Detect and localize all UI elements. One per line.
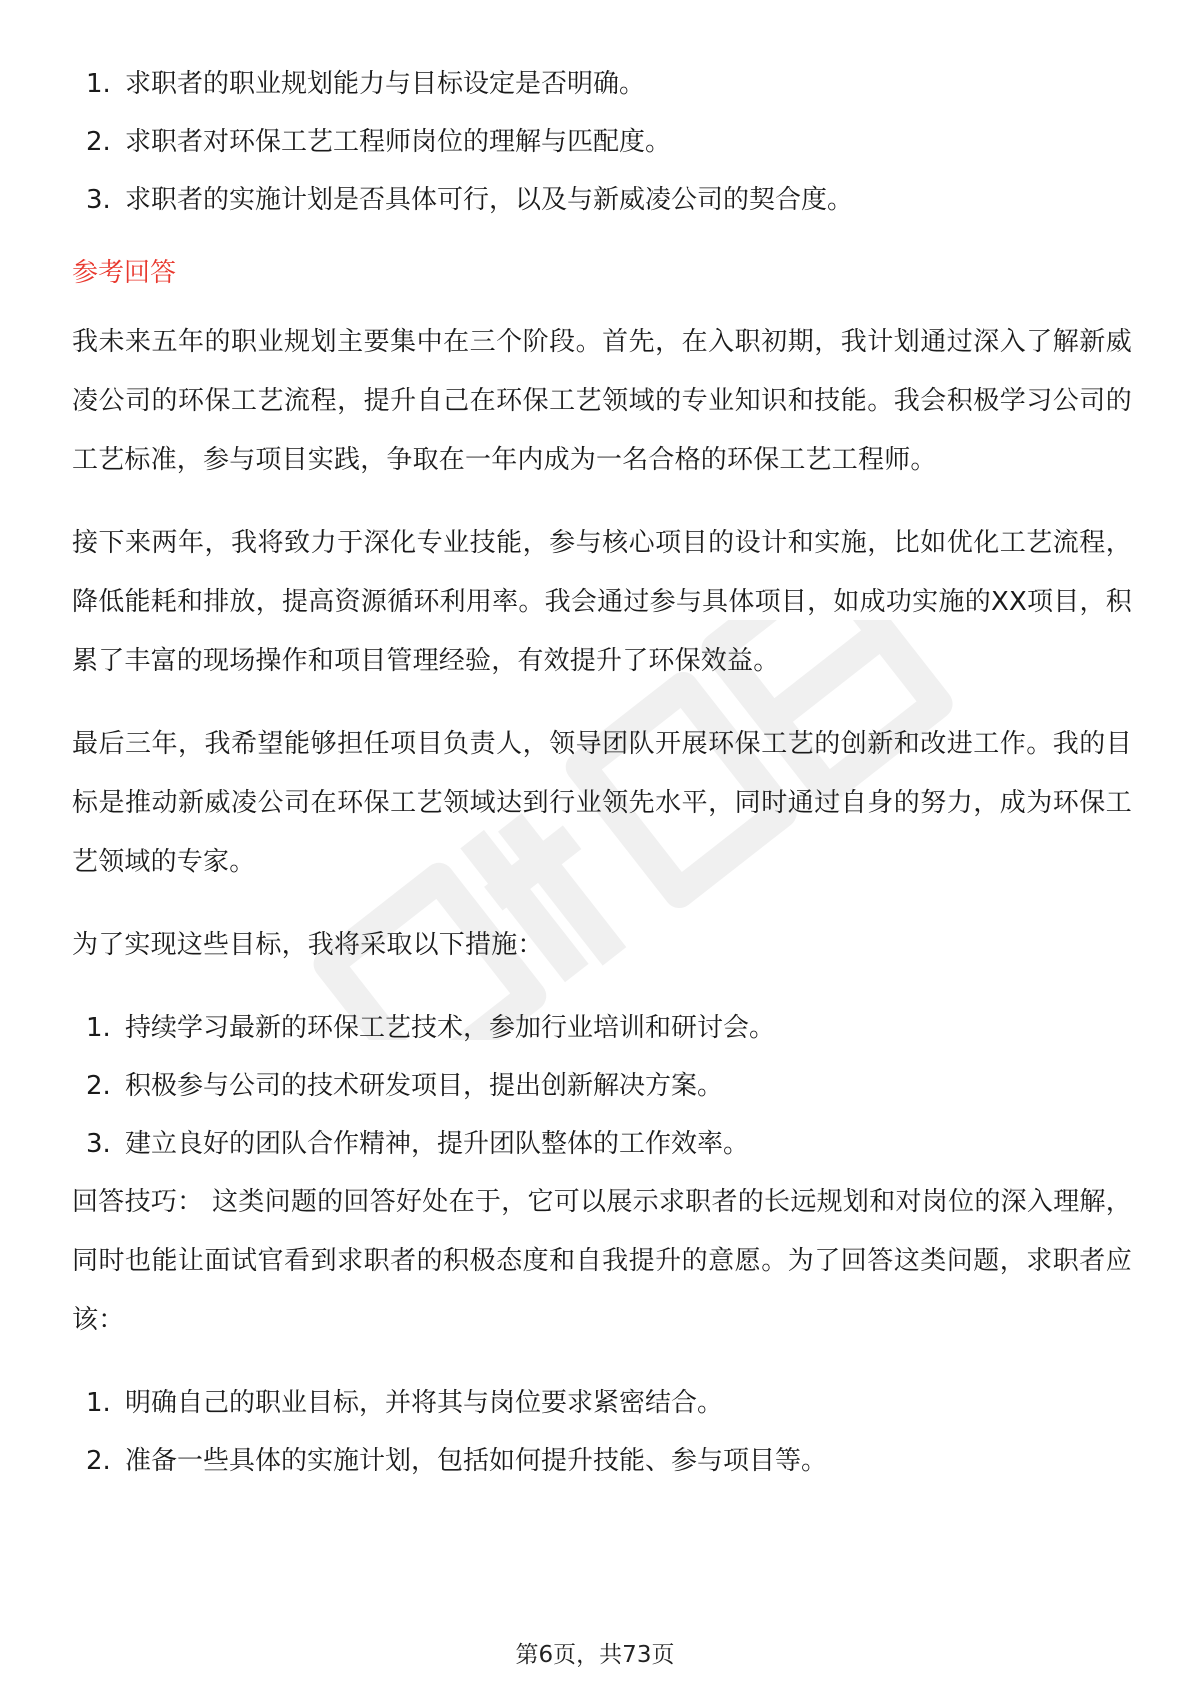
list-item — [72, 1057, 1132, 1115]
list-item — [72, 999, 1132, 1057]
list-number: 1. — [86, 1013, 111, 1043]
list-item-text: 准备一些具体的实施计划，包括如何提升技能、参与项目等。 — [125, 1446, 828, 1476]
measures-list — [72, 999, 1132, 1173]
answer-paragraph: 最后三年，我希望能够担任项目负责人，领导团队开展环保工艺的创新和改进工作。我的目标是推动新威凌公司在环保工艺领域达到行业领先水平，同时通过自身的努力，成为环保工艺领域的专家。 — [72, 729, 1132, 877]
list-number: 1. — [86, 1388, 111, 1418]
page-footer: 第6页，共73页 — [515, 1642, 675, 1668]
document-page — [72, 55, 1132, 1490]
list-item — [72, 1432, 1132, 1490]
list-item — [72, 1115, 1132, 1173]
answer-paragraph: 我未来五年的职业规划主要集中在三个阶段。首先，在入职初期，我计划通过深入了解新威凌公司的环保工艺流程，提升自己在环保工艺领域的专业知识和技能。我会积极学习公司的工艺标准，参与项目实践，争取在一年内成为一名合格的环保工艺工程师。 — [72, 327, 1132, 475]
tips-paragraph: 回答技巧： 这类问题的回答好处在于，它可以展示求职者的长远规划和对岗位的深入理解，同时也能让面试官看到求职者的积极态度和自我提升的意愿。为了回答这类问题，求职者应该： — [72, 1187, 1132, 1335]
list-number: 1. — [86, 69, 111, 99]
list-item — [72, 1374, 1132, 1432]
answer-paragraph: 为了实现这些目标，我将采取以下措施： — [72, 930, 544, 960]
list-item-text: 求职者对环保工艺工程师岗位的理解与匹配度。 — [125, 127, 672, 157]
list-item — [72, 113, 1132, 171]
list-item-text: 积极参与公司的技术研发项目，提出创新解决方案。 — [125, 1071, 724, 1101]
list-item-text: 求职者的职业规划能力与目标设定是否明确。 — [125, 69, 646, 99]
list-item — [72, 171, 1132, 229]
answer-paragraph: 接下来两年，我将致力于深化专业技能，参与核心项目的设计和实施，比如优化工艺流程，降低能耗和排放，提高资源循环利用率。我会通过参与具体项目，如成功实施的XX项目，积累了丰富的现场操作和项目管理经验，有效提升了环保效益。 — [72, 528, 1132, 676]
list-number: 2. — [86, 1071, 111, 1101]
list-item-text: 建立良好的团队合作精神，提升团队整体的工作效率。 — [125, 1129, 750, 1159]
answer-heading: 参考回答 — [72, 258, 177, 288]
list-item — [72, 55, 1132, 113]
list-number: 3. — [86, 185, 111, 215]
list-number: 3. — [86, 1129, 111, 1159]
list-item-text: 持续学习最新的环保工艺技术，参加行业培训和研讨会。 — [125, 1013, 776, 1043]
criteria-list — [72, 55, 1132, 229]
list-number: 2. — [86, 1446, 111, 1476]
tips-list — [72, 1374, 1132, 1490]
list-item-text: 明确自己的职业目标，并将其与岗位要求紧密结合。 — [125, 1388, 724, 1418]
list-item-text: 求职者的实施计划是否具体可行，以及与新威凌公司的契合度。 — [125, 185, 854, 215]
list-number: 2. — [86, 127, 111, 157]
